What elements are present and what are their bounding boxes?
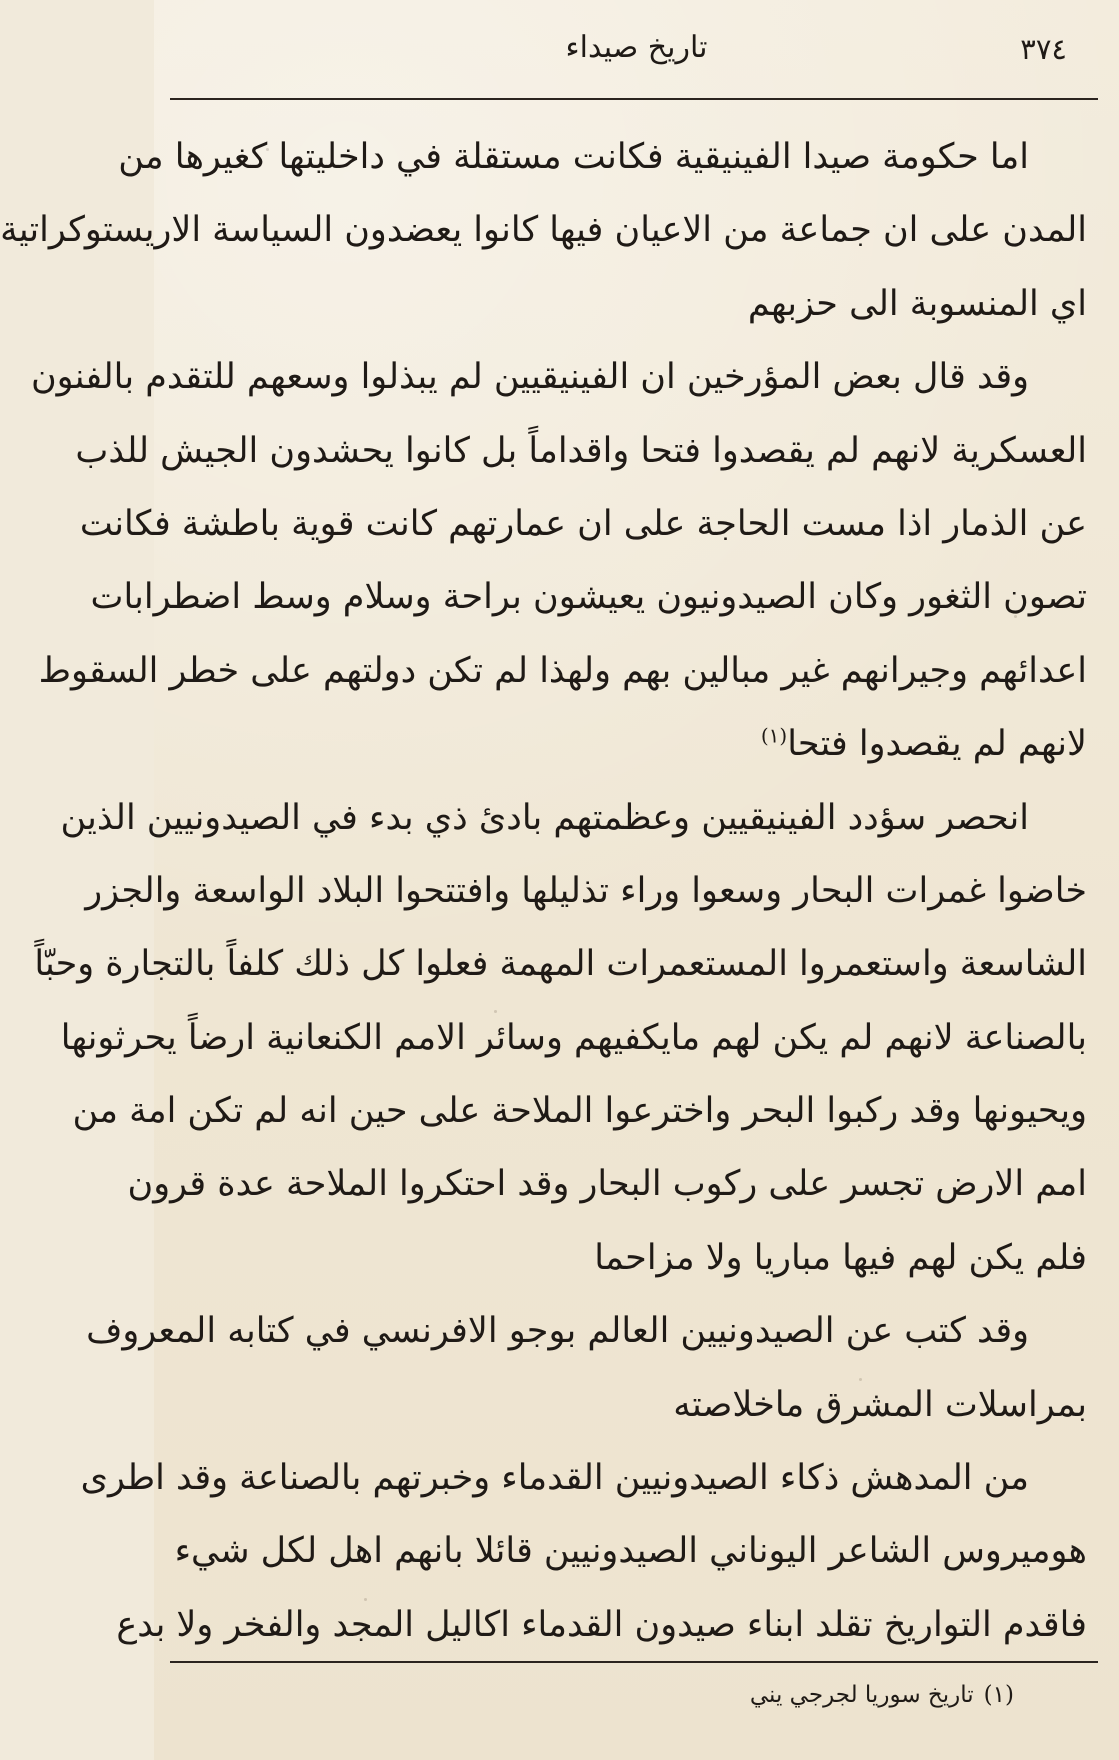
text-line-16: فلم يكن لهم فيها مباريا ولا مزاحما [594,1237,1087,1278]
paper-speck [364,1598,367,1601]
text-line-14: ويحيونها وقد ركبوا البحر واخترعوا الملاحة على حين انه لم تكن امة من [72,1091,1087,1132]
text-line-3: اي المنسوبة الى حزبهم [747,283,1087,324]
footnote-text: تاريخ سوريا لجرجي يني [749,1682,974,1708]
text-line-11: خاضوا غمرات البحار وسعوا وراء تذليلها وافتتحوا البلاد الواسعة والجزر [85,870,1087,911]
paper-speck [266,148,269,151]
footnote-rule [170,1661,1098,1663]
text-line-6: عن الذمار اذا مست الحاجة على ان عمارتهم كانت قوية باطشة فكانت [79,503,1087,544]
text-line-17: وقد كتب عن الصيدونيين العالم بوجو الافرنسي في كتابه المعروف [86,1311,1029,1352]
page-number: ٣٧٤ [1020,32,1067,66]
paper-speck [494,1010,497,1013]
paper-speck [859,1378,862,1381]
header-rule [170,98,1098,100]
footnote [750,1675,1014,1715]
running-head [154,24,1119,72]
text-line-21: فاقدم التواريخ تقلد ابناء صيدون القدماء اكاليل المجد والفخر ولا بدع [116,1604,1087,1645]
text-line-4: وقد قال بعض المؤرخين ان الفينيقيين لم يبذلوا وسعهم للتقدم بالفنون [30,357,1029,398]
footnote-reference: (١) [760,723,788,748]
text-line-5: العسكرية لانهم لم يقصدوا فتحا واقداماً بل كانوا يحشدون الجيش للذب [75,430,1087,471]
paper-speck [1014,615,1017,618]
body-text [0,121,1087,1662]
text-line-20: هوميروس الشاعر اليوناني الصيدونيين قائلا بانهم اهل لكل شيء [174,1531,1087,1572]
text-line-12: الشاسعة واستعمروا المستعمرات المهمة فعلوا كل ذلك كلفاً بالتجارة وحبّاً [34,944,1087,985]
text-line-10: انحصر سؤدد الفينيقيين وعظمتهم بادئ ذي بدء في الصيدونيين الذين [60,797,1029,838]
text-line-9 [182,708,1087,781]
text-line-8: اعدائهم وجيرانهم غير مبالين بهم ولهذا لم تكن دولتهم على خطر السقوط [38,650,1087,691]
text-line-15: امم الارض تجسر على ركوب البحار وقد احتكروا الملاحة عدة قرون [127,1164,1087,1205]
text-line-18: بمراسلات المشرق ماخلاصته [673,1384,1087,1425]
text-line-7: تصون الثغور وكان الصيدونيون يعيشون براحة وسلام وسط اضطرابات [90,577,1087,618]
text-line-9-content: لانهم لم يقصدوا فتحا [787,724,1087,765]
book-title: تاريخ صيداء [565,30,708,65]
footnote-mark: (١) [983,1682,1014,1708]
text-line-19: من المدهش ذكاء الصيدونيين القدماء وخبرتهم بالصناعة وقد اطرى [80,1458,1029,1499]
text-line-13: بالصناعة لانهم لم يكن لهم مايكفيهم وسائر الامم الكنعانية ارضاً يحرثونها [60,1017,1087,1058]
text-line-1: اما حكومة صيدا الفينيقية فكانت مستقلة في داخليتها كغيرها من [118,137,1029,177]
text-line-2: المدن على ان جماعة من الاعيان فيها كانوا يعضدون السياسة الاريستوكراتية [0,210,1087,251]
